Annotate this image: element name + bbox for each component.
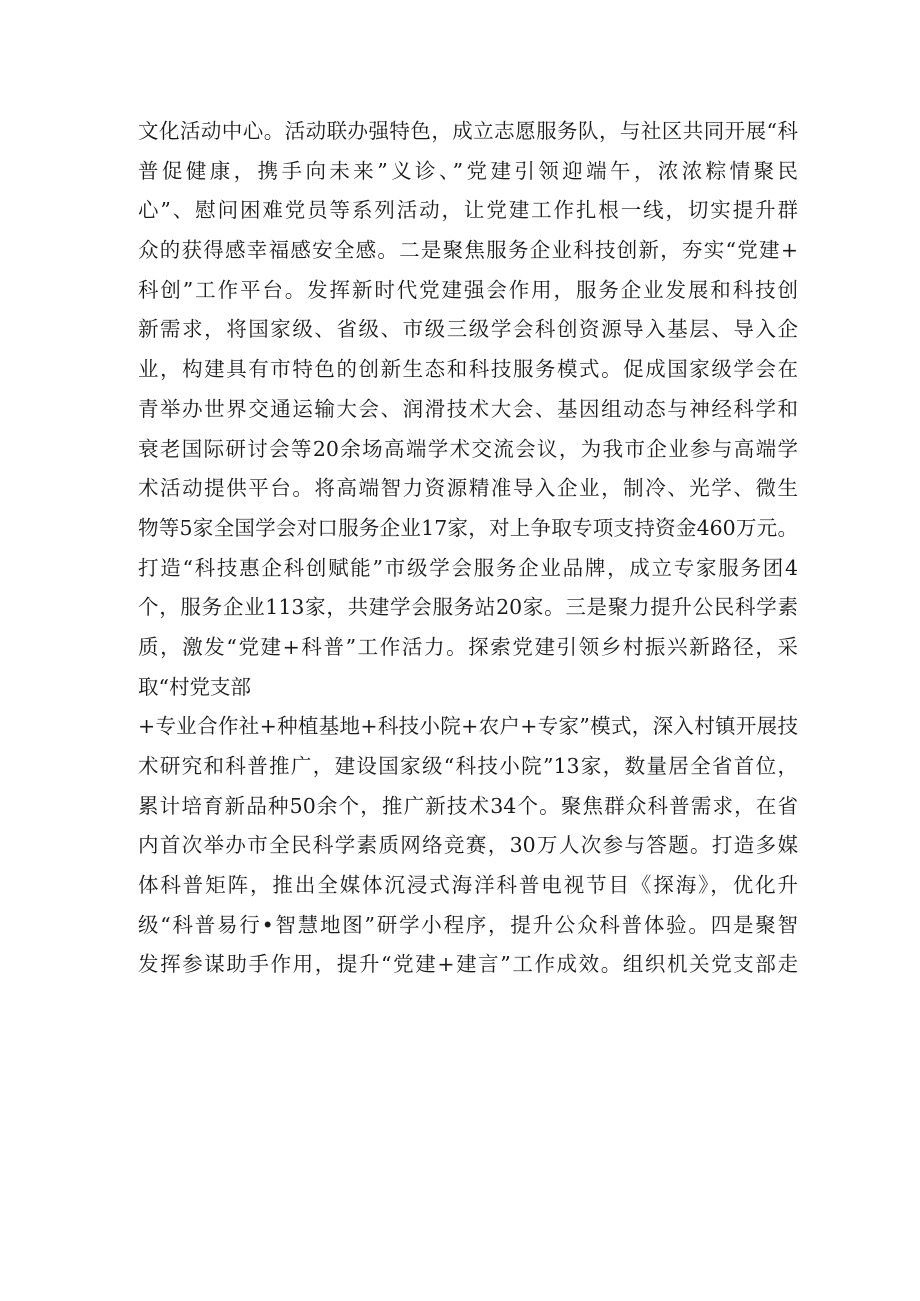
text-line-20: 体科普矩阵，推出全媒体沉浸式海洋科普电视节目《探海》，优化升 (138, 873, 798, 898)
text-line-18: 累计培育新品种50余个，推广新技术34个。聚焦群众科普需求，在省 (138, 793, 798, 818)
text-line-11: 物等5家全国学会对口服务企业17家，对上争取专项支持资金460万元。 (138, 515, 798, 540)
text-line-12: 打造“科技惠企科创赋能”市级学会服务企业品牌，成立专家服务团4 (138, 555, 798, 580)
document-body (138, 112, 798, 985)
text-line-16: +专业合作社+种植基地+科技小院+农户+专家”模式，深入村镇开展技 (138, 714, 798, 739)
text-line-13: 个，服务企业113家，共建学会服务站20家。三是聚力提升公民科学素 (138, 595, 798, 620)
text-line-9: 衰老国际研讨会等20余场高端学术交流会议，为我市企业参与高端学 (138, 436, 798, 461)
text-line-10: 术活动提供平台。将高端智力资源精准导入企业，制冷、光学、微生 (138, 476, 798, 501)
text-line-15: 取“村党支部 (138, 674, 251, 699)
text-line-17: 术研究和科普推广，建设国家级“科技小院”13家，数量居全省首位， (138, 754, 798, 778)
text-line-2: 普促健康，携手向未来”义诊、”党建引领迎端午，浓浓粽情聚民 (138, 158, 798, 183)
text-line-22: 发挥参谋助手作用，提升“党建+建言”工作成效。组织机关党支部走 (138, 952, 798, 977)
text-line-4: 众的获得感幸福感安全感。二是聚焦服务企业科技创新，夯实“党建+ (138, 238, 798, 263)
text-line-1: 文化活动中心。活动联办强特色，成立志愿服务队，与社区共同开展“科 (138, 119, 798, 143)
text-line-21: 级“科普易行•智慧地图”研学小程序，提升公众科普体验。四是聚智 (138, 912, 798, 937)
text-line-14: 质，激发“党建+科普”工作活力。探索党建引领乡村振兴新路径，采 (138, 634, 798, 659)
text-line-8: 青举办世界交通运输大会、润滑技术大会、基因组动态与神经科学和 (138, 396, 798, 421)
text-line-19: 内首次举办市全民科学素质网络竞赛，30万人次参与答题。打造多媒 (138, 833, 798, 858)
text-line-7: 业，构建具有市特色的创新生态和科技服务模式。促成国家级学会在 (138, 357, 798, 382)
text-line-3: 心”、慰问困难党员等系列活动，让党建工作扎根一线，切实提升群 (138, 198, 798, 223)
text-line-6: 新需求，将国家级、省级、市级三级学会科创资源导入基层、导入企 (138, 317, 798, 342)
text-line-5: 科创”工作平台。发挥新时代党建强会作用，服务企业发展和科技创 (138, 277, 798, 302)
